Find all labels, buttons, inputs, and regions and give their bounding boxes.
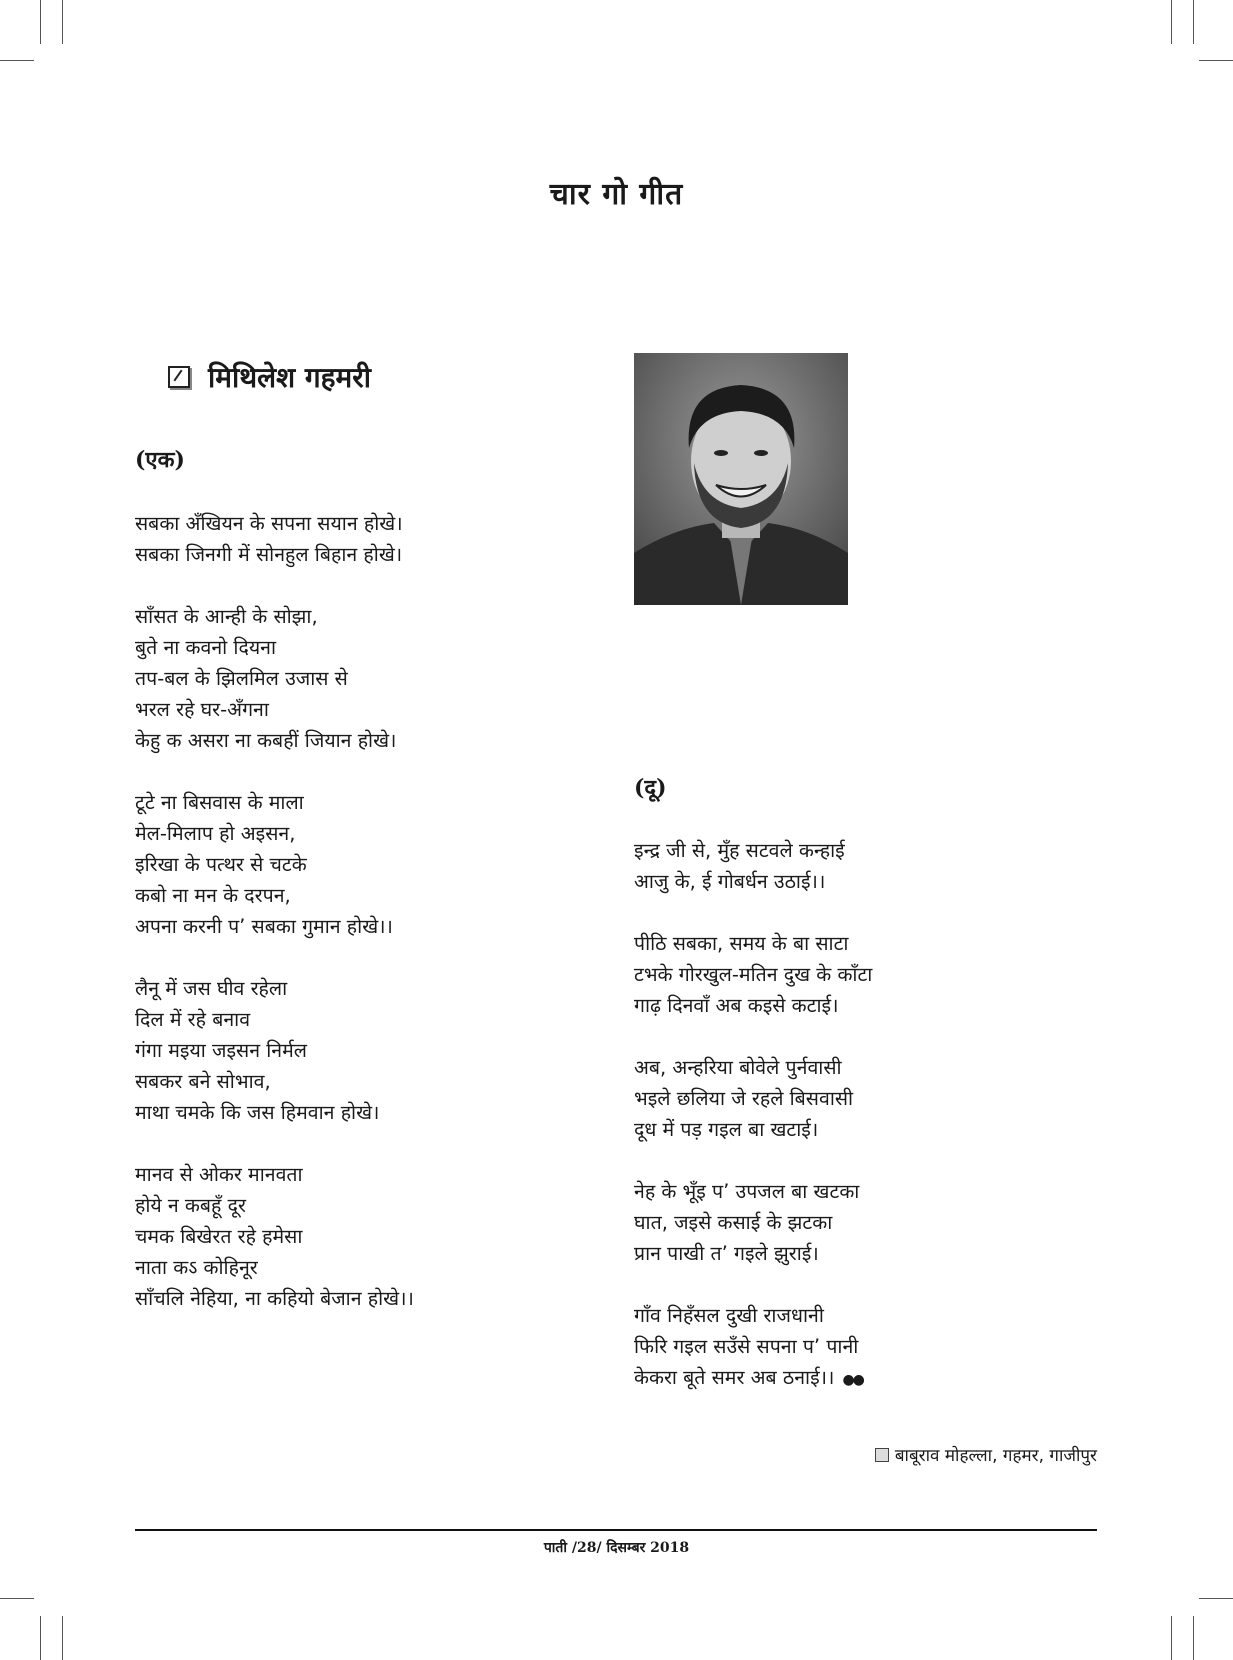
poem-line: गाढ़ दिनवाँ अब कइसे कटाई।	[634, 994, 839, 1017]
poem-two-body	[634, 835, 872, 1427]
crop-mark	[62, 0, 63, 44]
stanza	[135, 1159, 414, 1314]
poem-line: होये न कबहूँ दूर	[135, 1194, 246, 1217]
poem-line: सबका जिनगी में सोनहुल बिहान होखे।	[135, 543, 403, 566]
poem-line: अब, अन्हरिया बोवेले पुर्नवासी	[634, 1056, 842, 1079]
stanza	[634, 1300, 872, 1396]
poem-line: फिरि गइल सउँसे सपना प’ पानी	[634, 1335, 859, 1358]
poem-line: दूध में पड़ गइल बा खटाई।	[634, 1118, 819, 1141]
poem-line: प्रान पाखी त’ गइले झुराई।	[634, 1242, 819, 1265]
poem-line: भइले छलिया जे रहले बिसवासी	[634, 1087, 854, 1110]
poem-line: माथा चमके कि जस हिमवान होखे।	[135, 1101, 380, 1124]
poem-two-heading: (दू)	[634, 775, 667, 801]
stanza	[135, 601, 414, 756]
footer-rule	[135, 1529, 1097, 1531]
stanza	[634, 1052, 872, 1145]
crop-mark	[0, 1598, 34, 1599]
poem-line: भरल रहे घर-अँगना	[135, 698, 269, 721]
stanza	[135, 787, 414, 942]
poem-line: सबका अँखियन के सपना सयान होखे।	[135, 512, 403, 535]
crop-mark	[1171, 1616, 1172, 1660]
poem-line: कबो ना मन के दरपन,	[135, 884, 291, 907]
poem-line: घात, जइसे कसाई के झटका	[634, 1211, 833, 1234]
poem-line: बुते ना कवनो दियना	[135, 636, 276, 659]
page-footer: पाती /28/ दिसम्बर 2018	[543, 1540, 690, 1556]
author-photo	[634, 353, 848, 605]
poem-line: टभके गोरखुल-मतिन दुख के काँटा	[634, 963, 873, 986]
poem-one-heading: (एक)	[135, 447, 185, 473]
poem-line: इन्द्र जी से, मुँह सटवले कन्हाई	[634, 839, 845, 862]
poem-line	[634, 1362, 872, 1396]
stanza	[634, 1176, 872, 1269]
poem-line: इरिखा के पत्थर से चटके	[135, 853, 307, 876]
stanza	[135, 508, 414, 570]
poem-line-text: केकरा बूते समर अब ठनाई।।	[634, 1366, 835, 1389]
poem-line: केहु क असरा ना कबहीं जियान होखे।	[135, 729, 397, 752]
author-address	[875, 1443, 1097, 1466]
end-mark: ●●	[842, 1372, 863, 1388]
poem-line: अपना करनी प’ सबका गुमान होखे।।	[135, 915, 393, 938]
poem-line: तप-बल के झिलमिल उजास से	[135, 667, 348, 690]
pen-note-icon	[168, 366, 190, 388]
poem-line: साँसत के आन्ही के सोझा,	[135, 605, 318, 628]
page-title: चार गो गीत	[549, 177, 684, 212]
crop-mark	[1193, 0, 1194, 44]
stanza	[634, 928, 872, 1021]
poem-line: मेल-मिलाप हो अइसन,	[135, 822, 296, 845]
poem-line: दिल में रहे बनाव	[135, 1008, 251, 1031]
crop-mark	[1193, 1616, 1194, 1660]
square-bullet-icon	[875, 1448, 889, 1462]
author-byline	[168, 358, 371, 396]
poem-line: चमक बिखेरत रहे हमेसा	[135, 1225, 303, 1248]
crop-mark	[1199, 1598, 1233, 1599]
poem-line: पीठि सबका, समय के बा साटा	[634, 932, 849, 955]
crop-mark	[1199, 60, 1233, 61]
crop-mark	[62, 1616, 63, 1660]
crop-mark	[40, 0, 41, 44]
author-photo-image	[634, 353, 848, 605]
poem-line: नेह के भूँइ प’ उपजल बा खटका	[634, 1180, 860, 1203]
poem-line: आजु के, ई गोबर्धन उठाई।।	[634, 870, 826, 893]
poem-line: सबकर बने सोभाव,	[135, 1070, 271, 1093]
poem-line: साँचलि नेहिया, ना कहियो बेजान होखे।।	[135, 1287, 414, 1310]
stanza	[634, 835, 872, 897]
poem-one-body	[135, 508, 414, 1345]
author-name: मिथिलेश गहमरी	[208, 361, 371, 394]
crop-mark	[0, 60, 34, 61]
poem-line: टूटे ना बिसवास के माला	[135, 791, 304, 814]
poem-line: गंगा मइया जइसन निर्मल	[135, 1039, 308, 1062]
crop-mark	[40, 1616, 41, 1660]
crop-mark	[1171, 0, 1172, 44]
stanza	[135, 973, 414, 1128]
address-text: बाबूराव मोहल्ला, गहमर, गाजीपुर	[894, 1446, 1097, 1466]
poem-line: गाँव निहँसल दुखी राजधानी	[634, 1304, 824, 1327]
poem-line: नाता कऽ कोहिनूर	[135, 1256, 258, 1279]
poem-line: मानव से ओकर मानवता	[135, 1163, 303, 1186]
poem-line: लैनू में जस घीव रहेला	[135, 977, 288, 1000]
